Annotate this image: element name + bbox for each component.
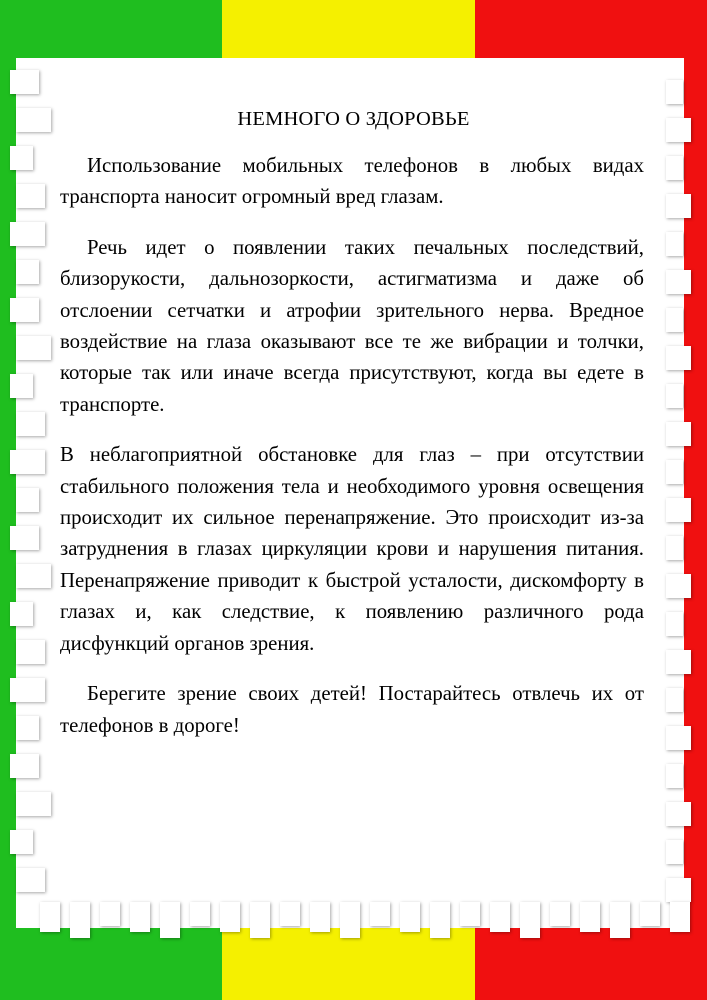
frame-notch [16,716,39,740]
page-title: НЕМНОГО О ЗДОРОВЬЕ [237,108,470,130]
frame-notch [666,726,691,750]
frame-notch [666,764,683,788]
frame-notch [400,902,420,932]
paragraph-1: Использование мобильных телефонов в любых видах транспорта наносит огромный вред глазам. [60,154,644,209]
frame-notch [460,902,480,926]
frame-notch [666,574,691,598]
frame-notch [16,336,51,360]
frame-notch [190,902,210,926]
frame-notch [340,902,360,938]
frame-notch [16,184,45,208]
frame-notch [640,902,660,926]
frame-notch [10,70,39,94]
frame-notch [670,902,690,932]
article-body [60,150,644,760]
frame-notch [666,384,683,408]
frame-notch [10,754,39,778]
paragraph-4: Берегите зрение своих детей! Постарайтесь отвлечь их от телефонов в дороге! [60,682,644,737]
frame-notch [520,902,540,938]
frame-notch [666,232,683,256]
frame-notch [666,308,683,332]
frame-notch [666,688,683,712]
frame-notch [10,830,33,854]
frame-notch [16,868,45,892]
frame-notch [10,678,45,702]
frame-notch [16,488,39,512]
frame-notch [666,840,683,864]
frame-notch [100,902,120,926]
frame-notch [610,902,630,938]
frame-notch [280,902,300,926]
frame-notch [10,146,33,170]
frame-notch [160,902,180,938]
frame-notch [666,346,691,370]
frame-notch [666,422,691,446]
frame-notch [10,374,33,398]
frame-notch [10,526,39,550]
frame-notch [666,878,691,902]
frame-notch [16,640,45,664]
frame-notch [666,498,691,522]
frame-notch [16,564,51,588]
frame-notch [370,902,390,926]
frame-notch [70,902,90,938]
frame-notch [40,902,60,932]
frame-notch [666,536,683,560]
frame-notch [16,792,51,816]
frame-notch [666,612,683,636]
paragraph-3: В неблагоприятной обстановке для глаз – при отсутствии стабильного положения тела и необходимого уровня освещения происходит их сильное перенапряжение. Это происходит из-за затруднения в глазах циркуляции крови и нарушения питания. Перенапряжение приводит к быстрой усталости, дискомфорту в глазах и, как следствие, к появлению различного рода дисфункций органов зрения. [60,443,644,655]
frame-notch [430,902,450,938]
frame-notch [16,260,39,284]
frame-notch [10,222,45,246]
frame-notch [490,902,510,932]
frame-notch [666,194,691,218]
paragraph-2: Речь идет о появлении таких печальных последствий, близорукости, дальнозоркости, астигматизма и даже об отслоении сетчатки и атрофии зрительного нерва. Вредное воздействие на глаза оказывают все те же вибрации и толчки, которые так или иначе всегда присутствуют, когда вы едете в транспорте. [60,235,644,416]
frame-notch [220,902,240,932]
frame-notch [10,450,45,474]
frame-notch [580,902,600,932]
frame-notch [16,412,45,436]
frame-notch [10,298,39,322]
frame-notch [666,460,683,484]
frame-notch [550,902,570,926]
frame-notch [130,902,150,932]
frame-notch [310,902,330,932]
frame-notch [666,270,691,294]
frame-notch [666,156,683,180]
frame-notch [666,650,691,674]
frame-notch [666,802,691,826]
frame-notch [250,902,270,938]
frame-notch [666,80,683,104]
frame-notch [10,602,33,626]
